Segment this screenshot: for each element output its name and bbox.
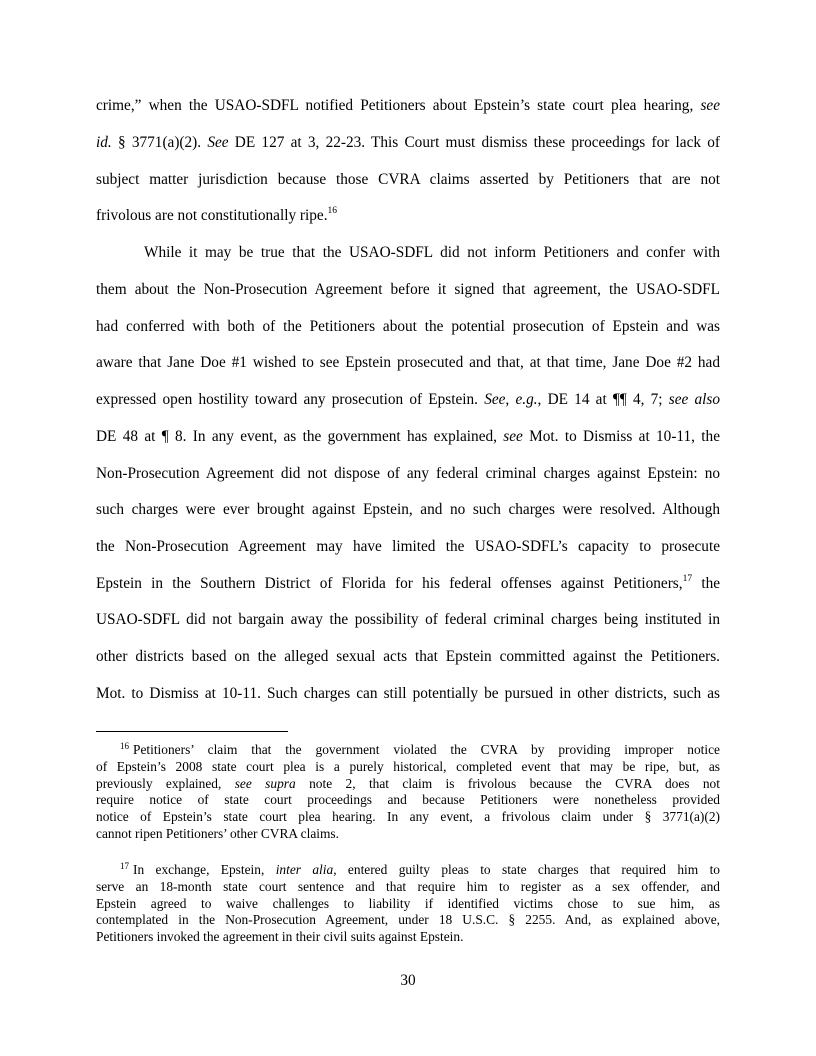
text: expressed open hostility toward any prosecution of Epstein. xyxy=(96,391,485,408)
footnote-17-line xyxy=(96,896,720,913)
footnote-number: 17 xyxy=(120,861,129,871)
text: cannot ripen Petitioners’ other CVRA claims. xyxy=(96,826,339,841)
footnote-16-line xyxy=(96,792,720,809)
text: crime,” when the USAO-SDFL notified Petitioners about Epstein’s state court plea hearing, xyxy=(96,97,701,114)
text: DE 48 at ¶ 8. In any event, as the government has explained, xyxy=(96,428,504,445)
text: , entered guilty pleas to state charges that required him to xyxy=(333,862,720,877)
body-line xyxy=(96,684,720,704)
body-line xyxy=(96,280,720,300)
footnote-17-line xyxy=(96,912,720,929)
body-line xyxy=(96,133,720,153)
citation-signal: see xyxy=(700,97,720,114)
text: Petitioners invoked the agreement in their civil suits against Epstein. xyxy=(96,929,464,944)
body-line xyxy=(96,427,720,447)
text: require notice of state court proceedings and because Petitioners were nonetheless provided xyxy=(96,792,720,807)
citation-signal: see xyxy=(503,428,523,445)
text: aware that Jane Doe #1 wished to see Epstein prosecuted and that, at that time, Jane Doe #2 had xyxy=(96,354,720,371)
citation-signal: see supra xyxy=(234,776,296,791)
text: Epstein in the Southern District of Florida for his federal offenses against Petitioners, xyxy=(96,575,683,592)
text: contemplated in the Non-Prosecution Agreement, under 18 U.S.C. § 2255. And, as explained above, xyxy=(96,912,720,927)
text: DE 127 at 3, 22-23. This Court must dismiss these proceedings for lack of xyxy=(228,134,720,151)
body-line xyxy=(96,390,720,410)
body-line xyxy=(96,537,720,557)
body-line xyxy=(96,317,720,337)
text: the xyxy=(692,575,721,592)
emphasis: inter alia xyxy=(275,862,334,877)
citation-signal: see also xyxy=(668,391,721,408)
text: them about the Non-Prosecution Agreement before it signed that agreement, the USAO-SDFL xyxy=(96,281,720,298)
citation-signal: See, e.g. xyxy=(484,391,538,408)
text: frivolous are not constitutionally ripe. xyxy=(96,207,328,224)
footnote-17-line xyxy=(96,879,720,896)
text: such charges were ever brought against Epstein, and no such charges were resolved. Although xyxy=(96,501,720,518)
footnote-16-line xyxy=(96,809,720,826)
citation-signal: See xyxy=(207,134,229,151)
body-line xyxy=(96,206,720,226)
text: subject matter jurisdiction because those CVRA claims asserted by Petitioners that are not xyxy=(96,171,720,188)
footnote-17-line xyxy=(120,862,720,880)
text: of Epstein’s 2008 state court plea is a purely historical, completed event that may be ripe, but, as xyxy=(96,759,720,774)
body-line xyxy=(144,243,720,263)
footnote-ref-17[interactable]: 17 xyxy=(682,573,693,584)
footnote-17-line xyxy=(96,929,720,946)
footnote-16-line xyxy=(96,759,720,776)
text: previously explained, xyxy=(96,776,235,791)
footnote-number: 16 xyxy=(120,741,129,751)
text: USAO-SDFL did not bargain away the possibility of federal criminal charges being instituted in xyxy=(96,611,720,628)
text: Epstein agreed to waive challenges to liability if identified victims chose to sue him, as xyxy=(96,896,720,911)
text: notice of Epstein’s state court plea hearing. In any event, a frivolous claim under § 3771(a)(2) xyxy=(96,809,720,824)
body-line xyxy=(96,647,720,667)
text: serve an 18-month state court sentence and that require him to register as a sex offender, and xyxy=(96,879,720,894)
text: Mot. to Dismiss at 10-11. Such charges can still potentially be pursued in other districts, such as xyxy=(96,685,720,702)
text: In exchange, Epstein, xyxy=(133,862,276,877)
text: Non-Prosecution Agreement did not dispose of any federal criminal charges against Epstein: no xyxy=(96,465,720,482)
footnote-separator xyxy=(96,731,288,732)
body-line xyxy=(96,170,720,190)
text: While it may be true that the USAO-SDFL did not inform Petitioners and confer with xyxy=(144,244,720,261)
body-line xyxy=(96,464,720,484)
text: Petitioners’ claim that the government violated the CVRA by providing improper notice xyxy=(133,742,720,757)
text: the Non-Prosecution Agreement may have limited the USAO-SDFL’s capacity to prosecute xyxy=(96,538,720,555)
text: other districts based on the alleged sexual acts that Epstein committed against the Petitioners. xyxy=(96,648,720,665)
text: § 3771(a)(2). xyxy=(111,134,208,151)
footnote-16-line xyxy=(120,742,720,760)
body-line xyxy=(96,610,720,630)
text: , DE 14 at ¶¶ 4, 7; xyxy=(537,391,669,408)
body-line xyxy=(96,353,720,373)
body-line xyxy=(96,500,720,520)
body-line xyxy=(96,574,720,594)
citation-signal: id. xyxy=(96,134,112,151)
footnote-ref-16[interactable]: 16 xyxy=(327,205,338,216)
footnote-16-line xyxy=(96,826,720,843)
text: had conferred with both of the Petitioners about the potential prosecution of Epstein and was xyxy=(96,318,720,335)
body-line xyxy=(96,96,720,116)
page-number: 30 xyxy=(400,972,416,989)
text: note 2, that claim is frivolous because the CVRA does not xyxy=(295,776,720,791)
text: Mot. to Dismiss at 10-11, the xyxy=(522,428,720,445)
footnote-16-line xyxy=(96,776,720,793)
